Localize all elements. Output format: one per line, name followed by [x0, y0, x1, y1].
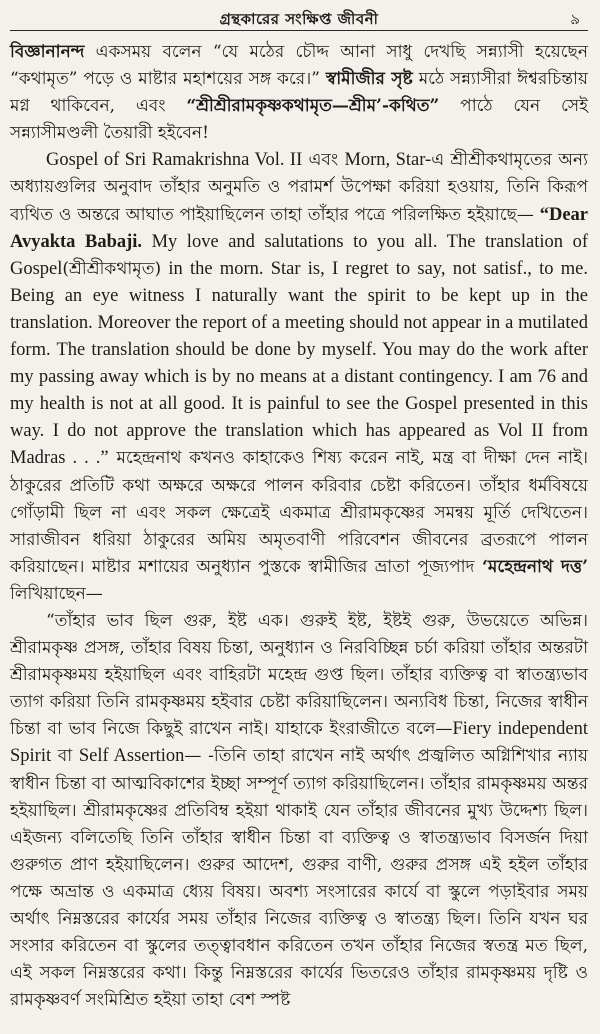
- text-segment: লিখিয়াছেন—: [10, 583, 103, 604]
- bold-text-segment: “Dear Avyakta Babaji.: [10, 204, 588, 252]
- running-header: [10, 6, 588, 31]
- paragraph: [10, 147, 588, 608]
- paragraph: [10, 608, 588, 1014]
- bold-text-segment: “শ্রীশ্রীরামকৃষ্ণকথামৃত—শ্রীম’-কথিত”: [186, 96, 440, 117]
- text-segment: বা: [51, 746, 79, 767]
- text-segment: in the morn. Star is, I regret to say, not satisf., to me. Being an eye witness I naturally want the spirit to be kept up in the translation. Moreover the report of a meeting should not appear in a mutilated form. The translation should be done by myself. You may do the work after my passing away which is by no means at a distant contingency. I am 76 and my health is not at all good. It is painful to see the Gospel presented in this way. I do not approve the translation which has appeared as Vol II from Madras . . .”: [10, 258, 588, 469]
- running-title: গ্রন্থকারের সংক্ষিপ্ত জীবনী: [219, 10, 379, 28]
- text-segment: Gospel of Sri Ramakrishna Vol. II: [46, 150, 303, 171]
- text-segment: মহেন্দ্রনাথ কখনও কাহাকেও শিষ্য করেন নাই, মন্ত্র বা দীক্ষা দেন নাই। ঠাকুরের প্রতিটি কথা অক্ষরে অক্ষরে পালন করিবার চেষ্টা করিতেন। তাঁহার ধর্মবিষয়ে গোঁড়ামী ছিল না এবং সকল ক্ষেত্রেই একমাত্র শ্রীরামকৃষ্ণের সমন্বয় মূর্তি দেখিতেন। সারাজীবন ধরিয়া ঠাকুরের অমিয় অমৃতবাণী পরিবেশন জীবনের ব্রতরূপে পালন করিয়াছেন। মাষ্টার মশায়ের অনুধ্যান পুস্তকে স্বামীজির ভ্রাতা পূজ্যপাদ: [10, 448, 588, 577]
- text-segment: Fiery independent Spirit: [10, 719, 588, 767]
- page-number: ৯: [570, 10, 580, 28]
- text-segment: একসময় বলেন “যে মঠের চৌদ্দ আনা সাধু দেখছি সন্ন্যাসী হয়েছেন “কথামৃত” পড়ে ও মাষ্টার মহাশয়ের সঙ্গ করে।”: [10, 42, 588, 90]
- text-segment: মঠে সন্ন্যাসীরা ঈশ্বরচিন্তায় মগ্ন থাকিবেন, এবং: [10, 69, 589, 117]
- body-text: [10, 39, 588, 1014]
- bold-text-segment: ‘মহেন্দ্রনাথ দত্ত’: [482, 556, 588, 577]
- text-segment: এবং: [302, 150, 345, 171]
- text-segment: (শ্রীশ্রীকথামৃত): [62, 258, 162, 279]
- text-segment: এ শ্রীশ্রীকথামৃতের অন্য অধ্যায়গুলির অনুবাদ তাঁহার অনুমতি ও পরামর্শ উপেক্ষা করিয়া হওয়ায়, তিনি কিরূপ ব্যথিত ও অন্তরে আঘাত পাইয়াছিলেন তাহা তাঁহার পত্রে পরিলক্ষিত হইয়াছে—: [10, 150, 588, 225]
- text-segment: “তাঁহার ভাব ছিল গুরু, ইষ্ট এক। গুরুই ইষ্ট, ইষ্টই গুরু, উভয়েতে অভিন্ন। শ্রীরামকৃষ্ণ প্রসঙ্গ, তাঁহার বিষয় চিন্তা, অনুধ্যান ও নিরবিচ্ছিন্ন চর্চা করিয়া তাঁহার অন্তরটা শ্রীরামকৃষ্ণময় হইয়াছিল এবং বাহিরটা মহেন্দ্র গুপ্ত ছিল। তাঁহার ব্যক্তিত্ব বা স্বাতন্ত্র্যভাব ত্যাগ করিয়া তিনি রামকৃষ্ণময় হইবার চেষ্টা করিয়াছিলেন। অন্যবিধ চিন্তা, নিজের স্বাধীন চিন্তা বা ভাব নিজে কিছুই রাখেন নাই। যাহাকে ইংরাজীতে বলে—: [10, 610, 588, 740]
- bold-text-segment: স্বামীজীর সৃষ্ট: [325, 69, 413, 90]
- bold-text-segment: বিজ্ঞানানন্দ: [10, 42, 85, 62]
- paragraph: [10, 39, 588, 147]
- text-segment: — -তিনি তাহা রাখেন নাই অর্থাৎ প্রজ্বলিত অগ্নিশিখার ন্যায় স্বাধীন চিন্তা বা আত্মবিকাশের ইচ্ছা সম্পূর্ণ ত্যাগ করিয়াছিলেন। তাঁহার রামকৃষ্ণময় অন্তর হইয়াছিল। শ্রীরামকৃষ্ণের প্রতিবিম্ব হইয়া থাকাই যেন তাঁহার জীবনের মুখ্য উদ্দেশ্য ছিল। এইজন্য বলিতেছি তিনি তাঁহার স্বাধীন চিন্তা বা ব্যক্তিত্ব ও স্বাতন্ত্র্যভাব বিসর্জন দিয়া গুরুগত প্রাণ হইয়াছিলেন। গুরুর আদেশ, গুরুর বাণী, গুরুর প্রসঙ্গ এই হইল তাঁহার পক্ষে অভ্রান্ত ও একমাত্র ধ্যেয় বিষয়। অবশ্য সংসারের কার্যে বা স্কুলে পড়াইবার সময় অর্থাৎ নিম্নস্তরের কার্যের সময় তাঁহার নিজের ব্যক্তিত্ব ও স্বাতন্ত্র্য ছিল। তিনি যখন ঘর সংসার করিতেন বা স্কুলের তত্ত্বাবধান করিতেন তখন তাঁহার নিজের স্বতন্ত্র মত ছিল, এই সকল নিম্নস্তরের কথা। কিন্তু নিম্নস্তরের কার্যের ভিতরেও তাঁহার রামকৃষ্ণময় দৃষ্টি ও রামকৃষ্ণবর্ণ সংমিশ্রিত হইয়া তাহা বেশ স্পষ্ট: [10, 746, 588, 1011]
- text-segment: Self Assertion: [78, 746, 185, 767]
- text-segment: Morn, Star-: [344, 150, 432, 171]
- text-segment: My love and salutations to you all. The translation of Gospel: [10, 231, 588, 279]
- text-segment: পাঠে যেন সেই সন্ন্যাসীমণ্ডলী তৈয়ারী হইবেন!: [10, 96, 588, 144]
